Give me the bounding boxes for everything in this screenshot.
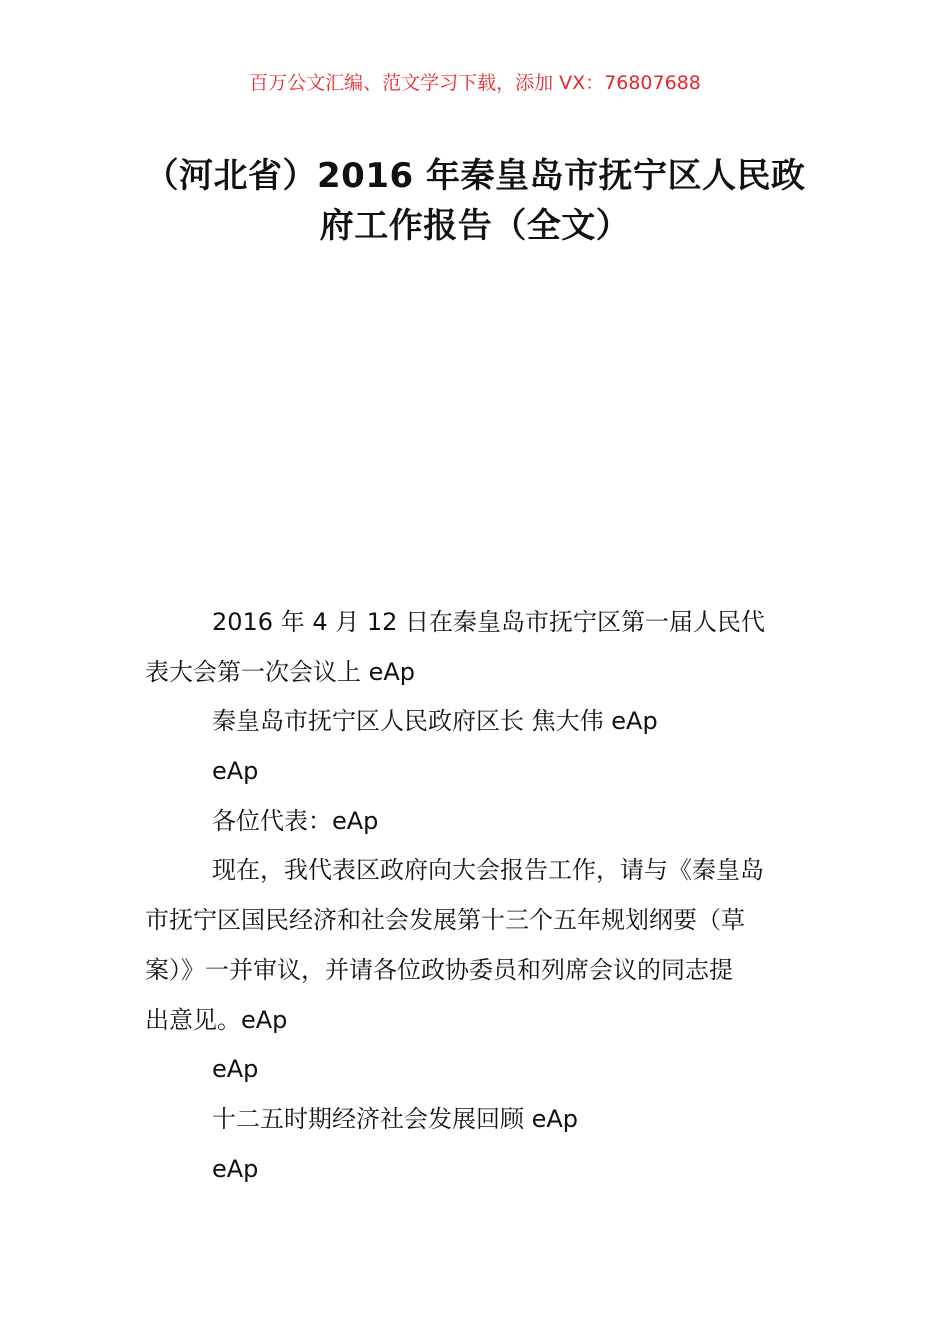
body-line: 现在，我代表区政府向大会报告工作，请与《秦皇岛 — [212, 856, 764, 885]
document-body — [145, 602, 815, 1198]
body-line: 表大会第一次会议上 eAp — [145, 657, 416, 686]
body-line: eAp — [212, 757, 259, 786]
body-line: 市抚宁区国民经济和社会发展第十三个五年规划纲要（草 — [145, 906, 745, 935]
body-line: 秦皇岛市抚宁区人民政府区长 焦大伟 eAp — [212, 707, 658, 736]
document-title-line-2: 府工作报告（全文） — [319, 206, 631, 246]
body-line: eAp — [212, 1154, 259, 1183]
body-line: 十二五时期经济社会发展回顾 eAp — [212, 1104, 579, 1133]
body-line: 案）》一并审议，并请各位政协委员和列席会议的同志提 — [145, 955, 733, 984]
body-line: 各位代表：eAp — [212, 806, 379, 835]
promo-header: 百万公文汇编、范文学习下载，添加 VX：76807688 — [249, 72, 701, 94]
document-title-line-1: （河北省）2016 年秦皇岛市抚宁区人民政 — [144, 156, 806, 196]
body-line: eAp — [212, 1055, 259, 1084]
body-line: 出意见。eAp — [145, 1005, 288, 1034]
body-line: 2016 年 4 月 12 日在秦皇岛市抚宁区第一届人民代 — [212, 608, 766, 636]
